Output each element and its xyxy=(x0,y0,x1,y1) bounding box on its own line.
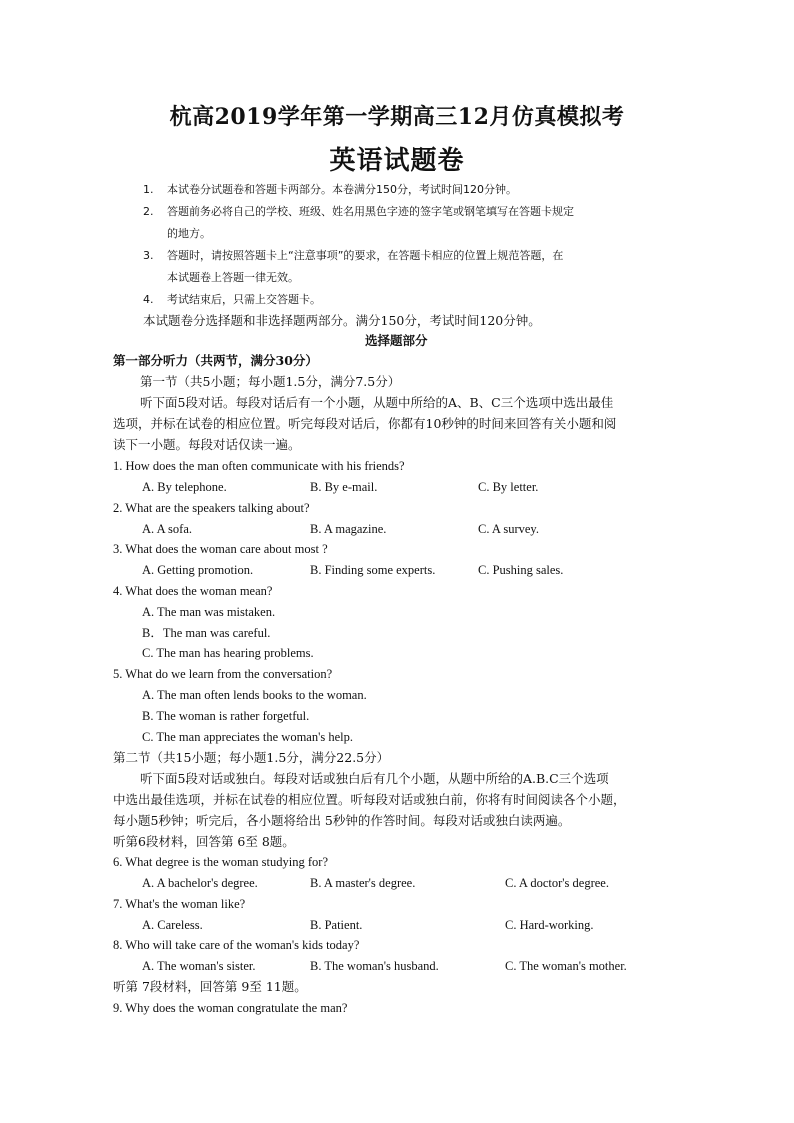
section2-instruction-line: 听下面5段对话或独白。每段对话或独白后有几个小题，从题中所给的A.B.C三个选项 xyxy=(140,771,609,786)
exam-title: 杭高2019学年第一学期高三12月仿真模拟考 xyxy=(169,104,625,130)
q5-option-c: C. The man appreciates the woman's help. xyxy=(142,730,353,744)
note-4 xyxy=(143,292,321,308)
note-text: 本试卷分试题卷和答题卡两部分。本卷满分150分，考试时间120分钟。 xyxy=(167,183,517,196)
question-4: 4. What does the woman mean? xyxy=(113,584,273,598)
note-3-cont xyxy=(143,270,299,286)
q1-option-b: B. By e-mail. xyxy=(310,480,378,494)
note-text: 的地方。 xyxy=(167,227,211,240)
note-number: 1. xyxy=(143,183,154,196)
section1-instruction-line: 听下面5段对话。每段对话后有一个小题，从题中所给的A、B、C三个选项中选出最佳 xyxy=(140,395,614,410)
q5-option-b: B. The woman is rather forgetful. xyxy=(142,709,310,723)
note-text: 答题时，请按照答题卡上“注意事项”的要求，在答题卡相应的位置上规范答题，在 xyxy=(167,249,564,262)
section1-instruction-line: 选项，并标在试卷的相应位置。听完每段对话后，你都有10秒钟的时间来回答有关小题和阅 xyxy=(113,416,617,431)
q7-option-b: B. Patient. xyxy=(310,918,363,932)
note-text: 本试题卷上答题一律无效。 xyxy=(167,271,299,284)
q8-option-b: B. The woman's husband. xyxy=(310,959,439,973)
q6-option-b: B. A master's degree. xyxy=(310,876,416,890)
question-7: 7. What's the woman like? xyxy=(113,897,246,911)
note-1 xyxy=(143,182,517,198)
q4-option-c: C. The man has hearing problems. xyxy=(142,646,314,660)
q4-option-a: A. The man was mistaken. xyxy=(142,605,276,619)
note-text: 考试结束后，只需上交答题卡。 xyxy=(167,293,321,306)
choice-section-header: 选择题部分 xyxy=(365,333,428,348)
intro-text: 本试题卷分选择题和非选择题两部分。满分150分，考试时间120分钟。 xyxy=(143,313,541,328)
q2-option-c: C. A survey. xyxy=(478,522,539,536)
q3-option-b: B. Finding some experts. xyxy=(310,563,436,577)
q5-option-a: A. The man often lends books to the woman. xyxy=(142,688,367,702)
q4-option-b: B．The man was careful. xyxy=(142,626,271,640)
section2-instruction-line: 中选出最佳选项，并标在试卷的相应位置。听每段对话或独白前，你将有时间阅读各个小题， xyxy=(113,792,626,807)
q7-option-c: C. Hard-working. xyxy=(505,918,594,932)
section1-instruction-line: 读下一小题。每段对话仅读一遍。 xyxy=(113,437,301,452)
note-number: 2. xyxy=(143,205,154,218)
note-2-cont xyxy=(143,226,211,242)
q8-option-c: C. The woman's mother. xyxy=(505,959,627,973)
q2-option-a: A. A sofa. xyxy=(142,522,192,536)
material-6-instruction: 听第6段材料，回答第 6至 8题。 xyxy=(113,834,295,849)
question-5: 5. What do we learn from the conversation? xyxy=(113,667,333,681)
question-3: 3. What does the woman care about most ? xyxy=(113,542,328,556)
section1-title: 第一节（共5小题；每小题1.5分，满分7.5分） xyxy=(140,374,401,389)
q6-option-c: C. A doctor's degree. xyxy=(505,876,609,890)
section2-title: 第二节（共15小题；每小题1.5分，满分22.5分） xyxy=(113,750,390,765)
q6-option-a: A. A bachelor's degree. xyxy=(142,876,258,890)
note-text: 答题前务必将自己的学校、班级、姓名用黑色字迹的签字笔或钢笔填写在答题卡规定 xyxy=(167,205,574,218)
q7-option-a: A. Careless. xyxy=(142,918,203,932)
note-number: 3. xyxy=(143,249,154,262)
material-7-instruction: 听第 7段材料，回答第 9至 11题。 xyxy=(113,979,307,994)
q8-option-a: A. The woman's sister. xyxy=(142,959,256,973)
question-1: 1. How does the man often communicate with his friends? xyxy=(113,459,405,473)
note-number: 4. xyxy=(143,293,154,306)
exam-subtitle: 英语试题卷 xyxy=(329,146,465,176)
question-2: 2. What are the speakers talking about? xyxy=(113,501,310,515)
q1-option-a: A. By telephone. xyxy=(142,480,227,494)
section2-instruction-line: 每小题5秒钟；听完后，各小题将给出 5秒钟的作答时间。每段对话或独白读两遍。 xyxy=(113,813,571,828)
q3-option-a: A. Getting promotion. xyxy=(142,563,254,577)
q3-option-c: C. Pushing sales. xyxy=(478,563,564,577)
question-9: 9. Why does the woman congratulate the man? xyxy=(113,1001,348,1015)
q1-option-c: C. By letter. xyxy=(478,480,539,494)
part1-title: 第一部分听力（共两节，满分30分） xyxy=(113,353,318,368)
question-8: 8. Who will take care of the woman's kids today? xyxy=(113,938,360,952)
q2-option-b: B. A magazine. xyxy=(310,522,387,536)
question-6: 6. What degree is the woman studying for? xyxy=(113,855,328,869)
note-2 xyxy=(143,204,574,220)
note-3 xyxy=(143,248,563,264)
